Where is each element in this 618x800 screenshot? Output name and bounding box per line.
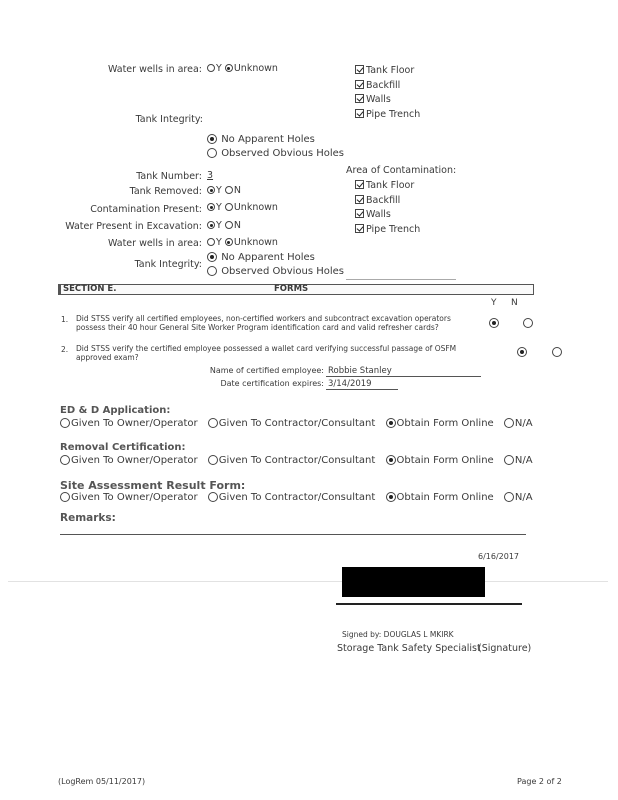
employee-name-underline: [326, 376, 481, 377]
removal-contractor-radio[interactable]: [208, 455, 218, 465]
q2-no-radio[interactable]: [552, 347, 562, 357]
footer-page-number: Page 2 of 2: [517, 777, 562, 786]
contamination-options: [207, 202, 278, 213]
contamination-y-label: Y: [216, 202, 222, 213]
signature-date: 6/16/2017: [478, 552, 520, 561]
tank-number-value: 3: [207, 170, 214, 181]
signature-redaction: [342, 567, 485, 597]
signature-line: [336, 603, 522, 605]
obvious-holes-2-radio[interactable]: [207, 266, 217, 276]
q1-text-line1: Did STSS verify all certified employees, non-certified workers and subcontract excavation operators: [76, 314, 451, 323]
checkbox-pipe-trench-label: Pipe Trench: [366, 108, 421, 120]
checkbox-backfill[interactable]: [355, 79, 420, 94]
checkbox-backfill-2-box[interactable]: [355, 195, 364, 204]
water-wells-options: [207, 63, 278, 74]
contamination-unknown-label: Unknown: [233, 202, 278, 213]
tank-removed-label: Tank Removed:: [129, 186, 202, 197]
water-excavation-options: [207, 220, 241, 231]
no-holes-label: No Apparent Holes: [221, 134, 315, 145]
water-excavation-n-label: N: [233, 220, 241, 231]
tank-integrity-2-label: Tank Integrity:: [134, 259, 202, 270]
checkbox-walls-2-label: Walls: [366, 209, 391, 220]
q2-number: 2.: [61, 345, 69, 354]
site-contractor-radio[interactable]: [208, 492, 218, 502]
q1-no-radio[interactable]: [523, 318, 533, 328]
remarks-line: [60, 534, 526, 535]
water-wells-2-unknown-radio[interactable]: [225, 238, 233, 246]
q2-yes-radio[interactable]: [517, 347, 527, 357]
contamination-y-radio[interactable]: [207, 203, 215, 211]
site-contractor-label: Given To Contractor/Consultant: [218, 492, 376, 503]
checkbox-pipe-trench[interactable]: [355, 108, 420, 123]
area-checkbox-list-2: [355, 179, 420, 237]
employee-name-value: Robbie Stanley: [328, 366, 392, 376]
ed-d-online-label: Obtain Form Online: [396, 418, 494, 429]
checkbox-tank-floor[interactable]: [355, 64, 420, 79]
checkbox-tank-floor-2-label: Tank Floor: [366, 180, 415, 191]
water-wells-2-y-radio[interactable]: [207, 238, 215, 246]
checkbox-backfill-box[interactable]: [355, 80, 364, 89]
water-wells-unknown-radio[interactable]: [225, 64, 233, 72]
removal-owner-label: Given To Owner/Operator: [71, 455, 198, 466]
signed-by: Signed by: DOUGLAS L MKIRK: [342, 630, 454, 639]
water-wells-unknown-label: Unknown: [233, 63, 278, 74]
col-n-header: N: [511, 298, 518, 308]
ed-d-owner-label: Given To Owner/Operator: [71, 418, 198, 429]
removal-options: [60, 455, 540, 466]
section-e-label: SECTION E.: [63, 284, 117, 294]
checkbox-tank-floor-label: Tank Floor: [366, 65, 415, 76]
contamination-unknown-radio[interactable]: [225, 203, 233, 211]
checkbox-pipe-trench-2-box[interactable]: [355, 224, 364, 233]
area-checkbox-list-1: [355, 64, 420, 122]
tank-removed-y-radio[interactable]: [207, 186, 215, 194]
ed-d-title: ED & D Application:: [60, 405, 171, 416]
water-excavation-label: Water Present in Excavation:: [65, 221, 202, 232]
water-wells-2-y-label: Y: [216, 237, 222, 248]
q2-text-line2: approved exam?: [76, 353, 139, 362]
removal-na-radio[interactable]: [504, 455, 514, 465]
expires-value: 3/14/2019: [328, 379, 372, 389]
remarks-title: Remarks:: [60, 512, 116, 524]
site-owner-radio[interactable]: [60, 492, 70, 502]
water-wells-2-unknown-label: Unknown: [233, 237, 278, 248]
tank-integrity-options: [207, 133, 344, 161]
ed-d-contractor-label: Given To Contractor/Consultant: [218, 418, 376, 429]
page-fold-line: [8, 581, 608, 582]
site-na-label: N/A: [514, 492, 533, 503]
area-of-contamination-label: Area of Contamination:: [346, 165, 457, 176]
site-assessment-options: [60, 492, 540, 503]
ed-d-contractor-radio[interactable]: [208, 418, 218, 428]
removal-na-label: N/A: [514, 455, 533, 466]
expires-label: Date certification expires:: [220, 379, 324, 388]
obvious-holes-2-label: Observed Obvious Holes: [221, 266, 345, 277]
contamination-label: Contamination Present:: [90, 204, 202, 215]
checkbox-walls-label: Walls: [366, 94, 391, 105]
employee-name-label: Name of certified employee:: [209, 366, 324, 375]
checkbox-backfill-2[interactable]: [355, 194, 420, 209]
site-na-radio[interactable]: [504, 492, 514, 502]
signer-title: Storage Tank Safety Specialist: [337, 643, 481, 654]
checkbox-walls[interactable]: [355, 93, 420, 108]
q1-yes-radio[interactable]: [489, 318, 499, 328]
ed-d-options: [60, 418, 540, 429]
obvious-holes-radio[interactable]: [207, 148, 217, 158]
forms-label: FORMS: [274, 284, 309, 294]
obvious-holes-label: Observed Obvious Holes: [221, 148, 345, 159]
checkbox-tank-floor-box[interactable]: [355, 65, 364, 74]
q1-number: 1.: [61, 315, 69, 324]
checkbox-pipe-trench-2-label: Pipe Trench: [366, 223, 421, 235]
site-online-radio[interactable]: [386, 492, 396, 502]
expires-underline: [326, 389, 398, 390]
ed-d-na-radio[interactable]: [504, 418, 514, 428]
removal-contractor-label: Given To Contractor/Consultant: [218, 455, 376, 466]
removal-owner-radio[interactable]: [60, 455, 70, 465]
col-y-header: Y: [491, 298, 497, 308]
checkbox-walls-2[interactable]: [355, 208, 420, 223]
section-e-header: [58, 284, 534, 295]
site-online-label: Obtain Form Online: [396, 492, 494, 503]
checkbox-pipe-trench-2[interactable]: [355, 223, 420, 238]
removal-online-label: Obtain Form Online: [396, 455, 494, 466]
q2-text-line1: Did STSS verify the certified employee possessed a wallet card verifying successful passage of OSFM: [76, 344, 457, 353]
water-excavation-y-radio[interactable]: [207, 221, 215, 229]
water-wells-2-options: [207, 237, 278, 248]
tank-removed-y-label: Y: [216, 185, 222, 196]
tank-number-label: Tank Number:: [136, 171, 202, 182]
checkbox-backfill-2-label: Backfill: [366, 194, 401, 206]
water-excavation-y-label: Y: [216, 220, 222, 231]
checkbox-walls-2-box[interactable]: [355, 209, 364, 218]
water-excavation-n-radio[interactable]: [225, 221, 233, 229]
tank-block-divider: [346, 279, 456, 280]
q1-text-line2: possess their 40 hour General Site Worker Program identification card and valid refresher cards?: [76, 323, 439, 332]
site-owner-label: Given To Owner/Operator: [71, 492, 198, 503]
tank-removed-n-radio[interactable]: [225, 186, 233, 194]
ed-d-na-label: N/A: [514, 418, 533, 429]
water-wells-2-label: Water wells in area:: [107, 238, 202, 249]
ed-d-owner-radio[interactable]: [60, 418, 70, 428]
site-assessment-title: Site Assessment Result Form:: [60, 479, 246, 492]
footer-form-id: (LogRem 05/11/2017): [58, 777, 146, 786]
checkbox-tank-floor-2[interactable]: [355, 179, 420, 194]
checkbox-backfill-label: Backfill: [366, 79, 401, 91]
checkbox-tank-floor-2-box[interactable]: [355, 180, 364, 189]
water-wells-y-radio[interactable]: [207, 64, 215, 72]
checkbox-pipe-trench-box[interactable]: [355, 109, 364, 118]
no-holes-2-radio[interactable]: [207, 252, 217, 262]
no-holes-radio[interactable]: [207, 134, 217, 144]
ed-d-online-radio[interactable]: [386, 418, 396, 428]
tank-removed-n-label: N: [233, 185, 241, 196]
tank-integrity-2-options: [207, 251, 344, 279]
removal-online-radio[interactable]: [386, 455, 396, 465]
water-wells-label: Water wells in area:: [107, 64, 202, 75]
checkbox-walls-box[interactable]: [355, 94, 364, 103]
water-wells-y-label: Y: [216, 63, 222, 74]
tank-removed-options: [207, 185, 241, 196]
tank-integrity-label: Tank Integrity:: [135, 114, 203, 125]
removal-title: Removal Certification:: [60, 442, 186, 453]
signature-caption: (Signature): [478, 643, 532, 654]
no-holes-2-label: No Apparent Holes: [221, 252, 315, 263]
